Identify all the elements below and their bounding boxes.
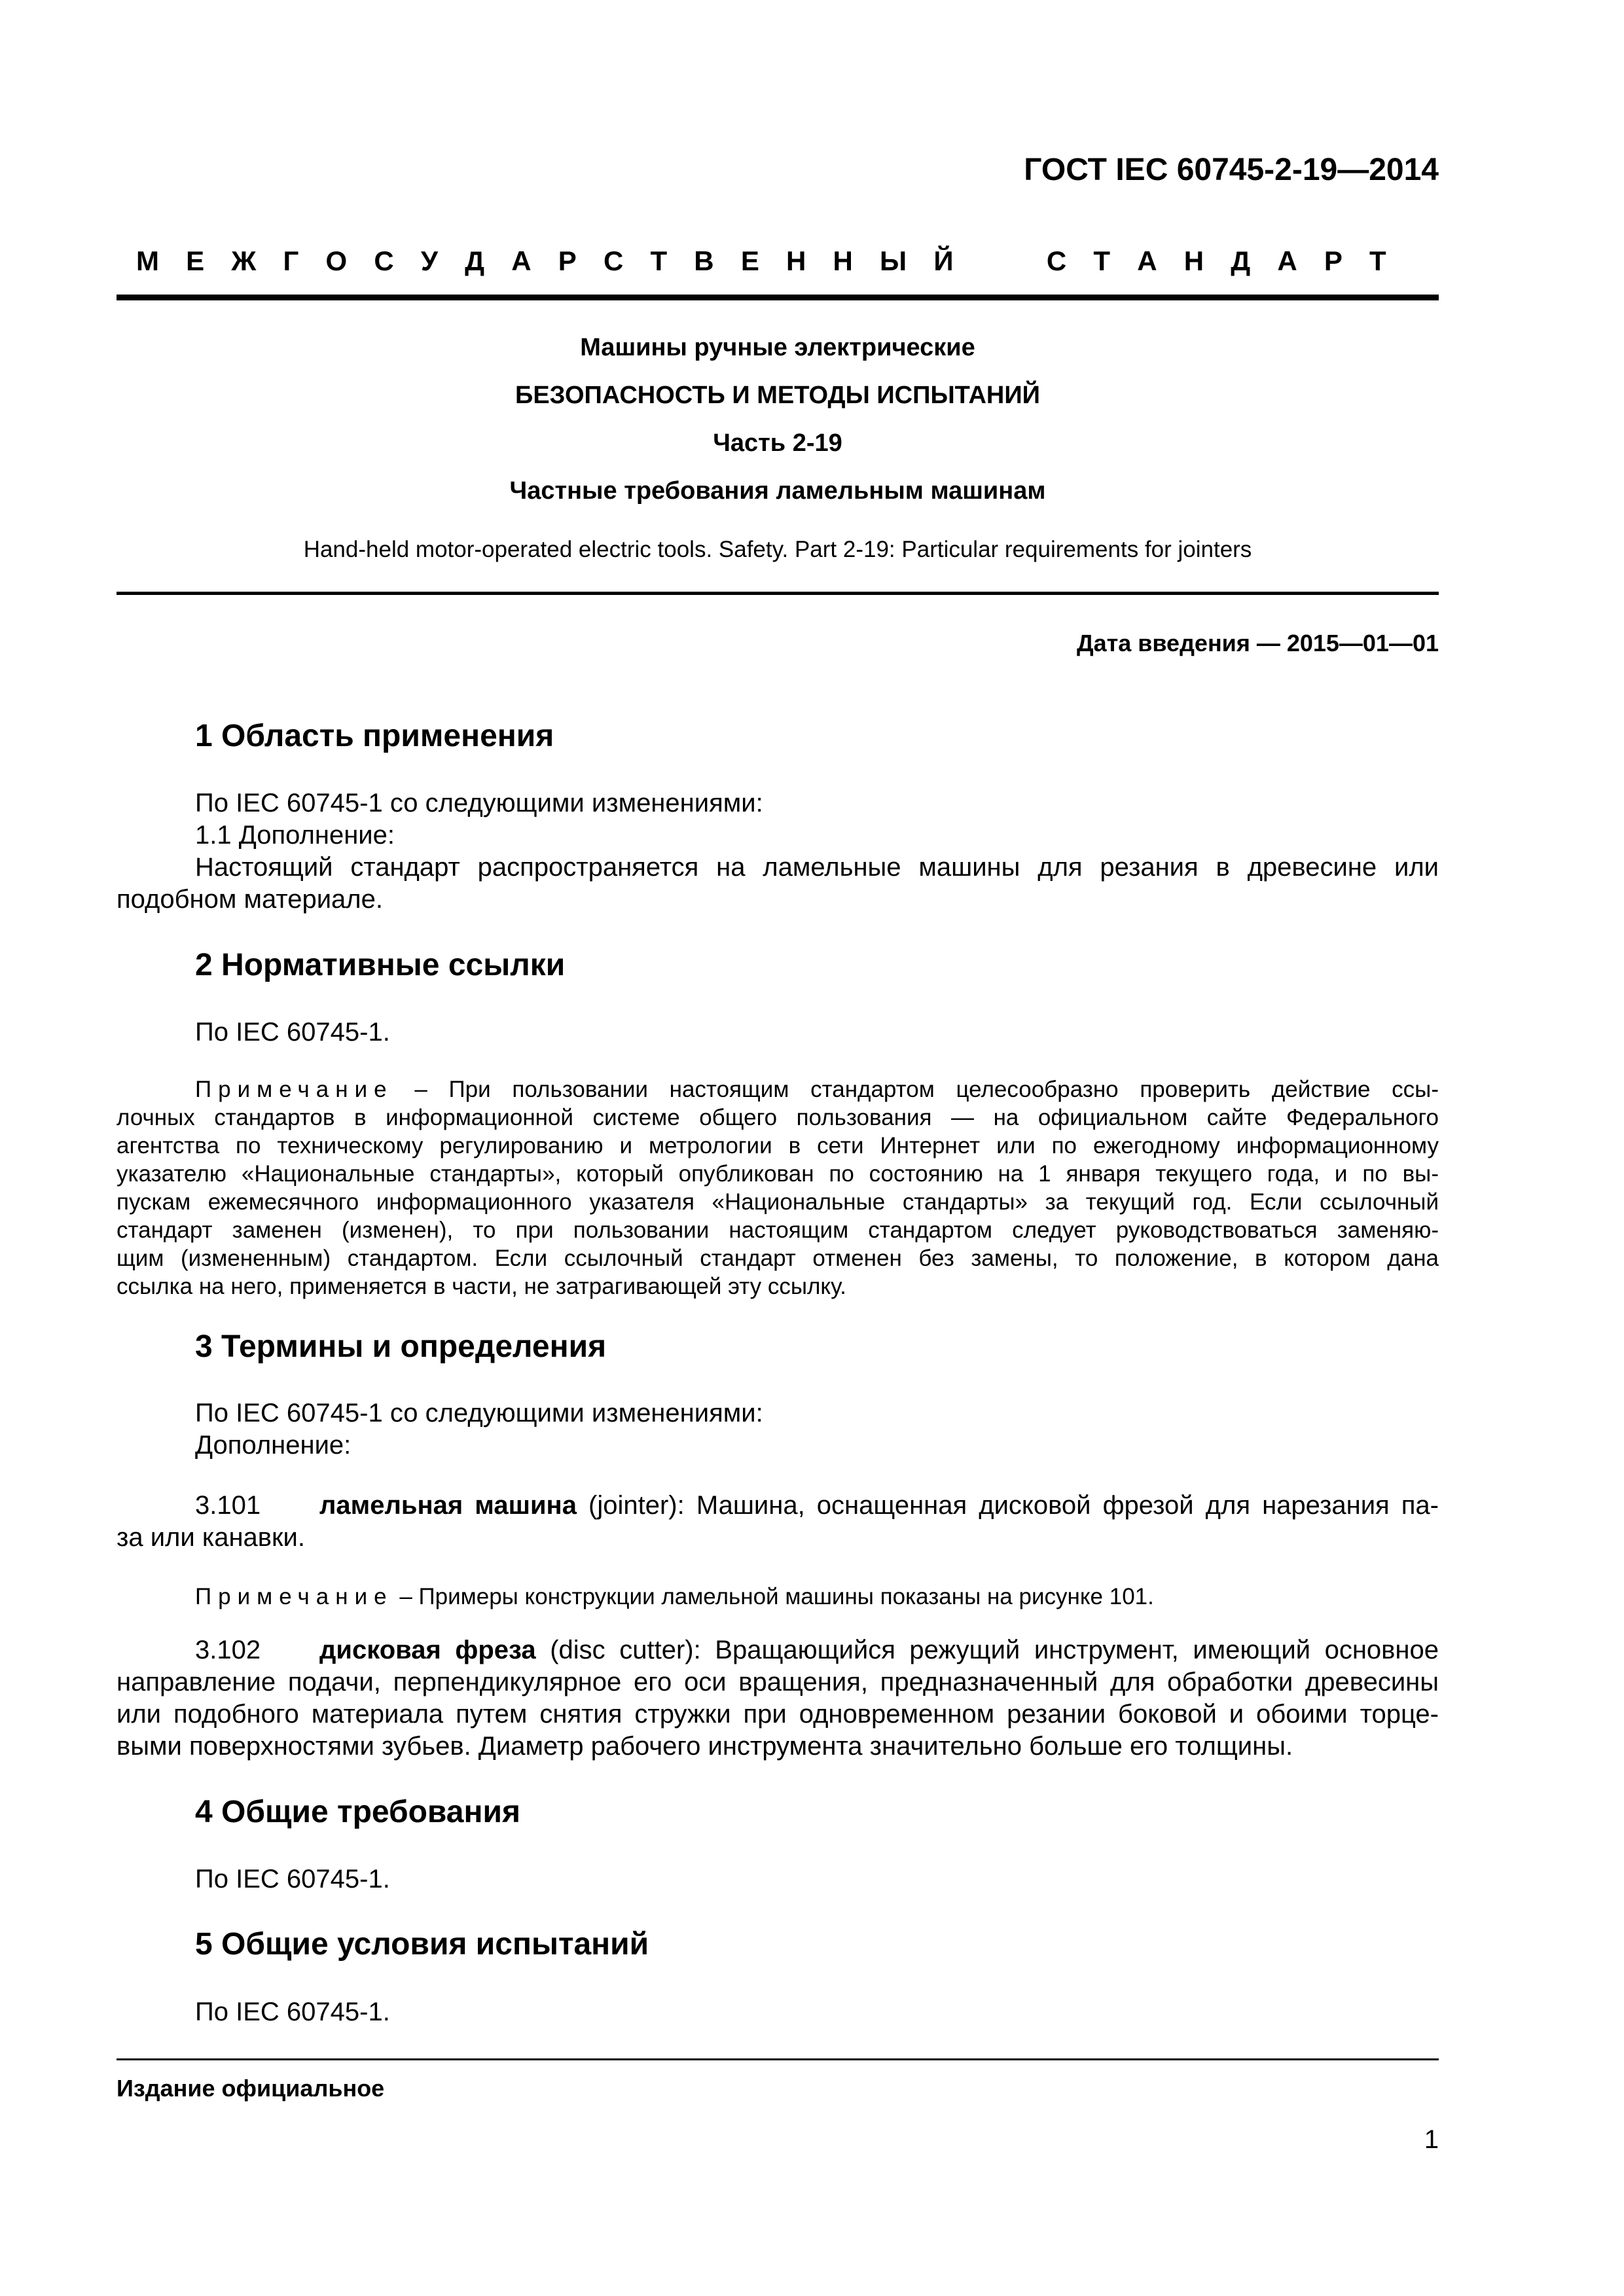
- banner-letter: Т: [1369, 245, 1386, 276]
- section-1-p3-line1: Настоящий стандарт распространяется на ламельные машины для резания в древесине или: [195, 853, 1439, 882]
- definition-3-102-line1: [195, 1634, 1439, 1666]
- banner-letter: Н: [786, 245, 806, 276]
- definition-term: ламельная машина: [319, 1491, 577, 1520]
- section-4-p1: По IEC 60745-1.: [195, 1865, 390, 1893]
- edition-label: Издание официальное: [117, 2075, 385, 2102]
- definition-term: дисковая фреза: [319, 1636, 536, 1664]
- banner-letter: У: [420, 245, 438, 276]
- definition-3-102-line3: или подобного материала путем снятия стружки при одновременном резании боковой и обоими торце-: [117, 1700, 1439, 1729]
- note-line: пускам ежемесячного информационного указателя «Национальные стандарты» за текущий год. Если ссылочный: [117, 1189, 1439, 1215]
- section-4-heading: 4 Общие требования: [195, 1795, 520, 1829]
- footer-rule: [117, 2058, 1439, 2060]
- banner-letter: С: [374, 245, 394, 276]
- banner-letter: Ы: [880, 245, 907, 276]
- note-line: ссылка на него, применяется в части, не затрагивающей эту ссылку.: [117, 1274, 846, 1299]
- section-1-p1: По IEC 60745-1 со следующими изменениями:: [195, 789, 763, 817]
- note-text: – Примеры конструкции ламельной машины показаны на рисунке 101.: [393, 1584, 1154, 1609]
- note-line: щим (измененным) стандартом. Если ссылочный стандарт отменен без замены, то положение, в котором дана: [117, 1246, 1439, 1271]
- banner-letter: С: [603, 245, 624, 276]
- section-3-heading: 3 Термины и определения: [195, 1329, 607, 1364]
- header-rule: [117, 295, 1439, 300]
- section-3-note: [117, 1583, 1439, 1611]
- section-1-heading: 1 Область применения: [195, 719, 554, 753]
- definition-text: (disc cutter): Вращающийся режущий инструмент, имеющий основное: [535, 1636, 1439, 1664]
- banner-letter: Й: [933, 245, 954, 276]
- banner-word-gap: [981, 245, 1020, 277]
- standard-number: ГОСТ IEC 60745-2-19—2014: [1024, 152, 1439, 187]
- banner-letter: М: [136, 245, 159, 276]
- section-1-p2: 1.1 Дополнение:: [195, 821, 395, 850]
- note-text: – При пользовании настоящим стандартом целесообразно проверить действие ссы-: [393, 1077, 1439, 1102]
- title-line-4: Частные требования ламельным машинам: [509, 477, 1046, 505]
- section-2-p1: По IEC 60745-1.: [195, 1018, 390, 1047]
- banner-letter: Т: [1093, 245, 1111, 276]
- banner-letter: Р: [1324, 245, 1343, 276]
- definition-number: 3.102: [195, 1636, 261, 1664]
- section-2-note: [117, 1075, 1439, 1300]
- interstate-standard-banner: [136, 245, 1386, 277]
- banner-letter: Ж: [231, 245, 257, 276]
- banner-letter: Д: [465, 245, 485, 276]
- banner-letter: Г: [283, 245, 299, 276]
- title-english: Hand-held motor-operated electric tools. Safety. Part 2-19: Particular requirements for jointers: [303, 537, 1252, 562]
- note-label: Примечание: [195, 1077, 393, 1102]
- banner-letter: В: [694, 245, 714, 276]
- section-1-p3-line2: подобном материале.: [117, 885, 383, 914]
- note-line: стандарт заменен (изменен), то при пользовании настоящим стандартом следует руководствоваться заменяю-: [117, 1217, 1439, 1243]
- section-3-p1: По IEC 60745-1 со следующими изменениями:: [195, 1399, 763, 1427]
- banner-letter: Р: [558, 245, 577, 276]
- title-line-2: БЕЗОПАСНОСТЬ И МЕТОДЫ ИСПЫТАНИЙ: [515, 382, 1040, 409]
- banner-letter: Д: [1231, 245, 1251, 276]
- section-2-heading: 2 Нормативные ссылки: [195, 948, 566, 982]
- definition-3-101-line2: за или канавки.: [117, 1523, 306, 1552]
- definition-3-102-line4: выми поверхностями зубьев. Диаметр рабочего инструмента значительно больше его толщины.: [117, 1732, 1293, 1761]
- note-line: указателю «Национальные стандарты», который опубликован по состоянию на 1 января текущего года, и по вы-: [117, 1161, 1439, 1187]
- banner-letter: А: [1277, 245, 1297, 276]
- note-label: Примечание: [195, 1584, 393, 1609]
- section-3-p2: Дополнение:: [195, 1431, 352, 1460]
- section-5-heading: 5 Общие условия испытаний: [195, 1927, 649, 1962]
- definition-number: 3.101: [195, 1491, 261, 1520]
- definition-3-101-line1: [195, 1490, 1439, 1522]
- definition-text: (jointer): Машина, оснащенная дисковой фрезой для нарезания па-: [576, 1491, 1439, 1520]
- banner-letter: Н: [1183, 245, 1204, 276]
- title-rule: [117, 592, 1439, 595]
- banner-letter: О: [325, 245, 348, 276]
- banner-letter: А: [1137, 245, 1157, 276]
- banner-letter: Т: [650, 245, 668, 276]
- banner-letter: С: [1046, 245, 1067, 276]
- intro-date: Дата введения — 2015—01—01: [1076, 630, 1439, 656]
- note-line: лочных стандартов в информационной системе общего пользования — на официальном сайте Федерального: [117, 1105, 1439, 1130]
- banner-letter: Е: [186, 245, 205, 276]
- note-line: [117, 1075, 1439, 1103]
- section-5-p1: По IEC 60745-1.: [195, 1998, 390, 2026]
- banner-letter: Н: [833, 245, 853, 276]
- title-line-1: Машины ручные электрические: [580, 334, 975, 361]
- page-number: 1: [1424, 2125, 1439, 2154]
- title-line-3: Часть 2-19: [713, 429, 842, 457]
- banner-letter: А: [511, 245, 532, 276]
- note-line: агентства по техническому регулированию и метрологии в сети Интернет или по ежегодному информационному: [117, 1133, 1439, 1158]
- banner-letter: Е: [740, 245, 759, 276]
- definition-3-102-line2: направление подачи, перпендикулярное его оси вращения, предназначенный для обработки древесины: [117, 1668, 1439, 1696]
